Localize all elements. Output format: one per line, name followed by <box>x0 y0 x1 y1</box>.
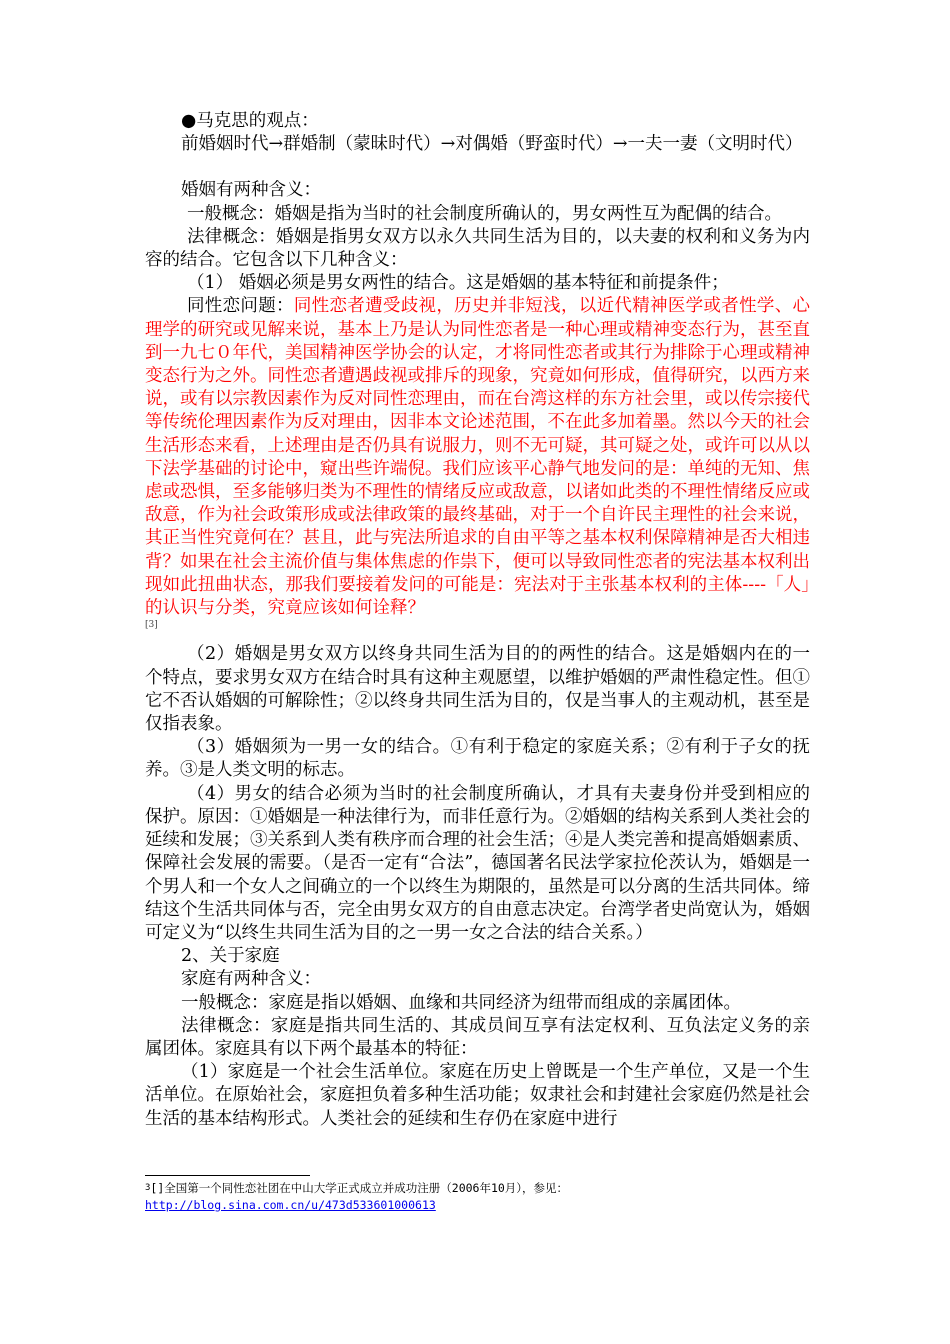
family-general-concept: 一般概念：家庭是指以婚姻、血缘和共同经济为纽带而组成的亲属团体。 <box>181 992 741 1013</box>
marx-stages: 前婚姻时代→群婚制（蒙昧时代）→对偶婚（野蛮时代）→一夫一妻（文明时代） <box>181 134 803 155</box>
marriage-legal-concept: 法律概念：婚姻是指男女双方以永久共同生活为目的，以夫妻的权利和义务为内容的结合。它包含以下几种含义： <box>145 226 810 271</box>
family-point-1: （1）家庭是一个社会生活单位。家庭在历史上曾既是一个生产单位，又是一个生活单位。在原始社会，家庭担负着多种生活功能；奴隶社会和封建社会家庭仍然是社会生活的基本结构形式。人类社会的延续和生存仍在家庭中进行 <box>145 1062 810 1129</box>
footnote <box>145 1180 810 1214</box>
document-body <box>145 110 810 1131</box>
footnote-link[interactable]: http://blog.sina.com.cn/u/473d533601000613 <box>145 1198 436 1212</box>
marx-heading: ●马克思的观点： <box>181 111 319 131</box>
footnote-reference[interactable]: [3] <box>145 620 158 631</box>
marriage-point-2: （2）婚姻是男女双方以终身共同生活为目的的两性的结合。这是婚姻内在的一个特点，要求男女双方在结合时具有这种主观愿望，以维护婚姻的严肃性稳定性。但①它不否认婚姻的可解除性；②以终身共同生活为目的，仅是当事人的主观动机，甚至是仅指表象。 <box>145 644 810 735</box>
family-legal-concept: 法律概念：家庭是指共同生活的、其成员间互享有法定权利、互负法定义务的亲属团体。家庭具有以下两个最基本的特征： <box>145 1015 810 1059</box>
footnote-text: []全国第一个同性恋社团在中山大学正式成立并成功注册（2006年10月），参见： <box>150 1181 569 1195</box>
same-sex-text: 同性恋者遭受歧视，历史并非短浅，以近代精神医学或者性学、心理学的研究或见解来说，基本上乃是认为同性恋者是一种心理或精神变态行为，甚至直到一九七０年代，美国精神医学协会的认定，才将同性恋者或其行为排除于心理或精神变态行为之外。同性恋者遭遇歧视或排斥的现象，究竟如何形成，值得研究，以西方来说，或有以宗教因素作为反对同性恋理由，而在台湾这样的东方社会里，或以传宗接代等传统伦理因素作为反对理由，因非本文论述范围，不在此多加着墨。然以今天的社会生活形态来看，上述理由是否仍具有说服力，则不无可疑，其可疑之处，或许可以从以下法学基础的讨论中，窥出些许端倪。我们应该平心静气地发问的是：单纯的无知、焦虑或恐惧，至多能够归类为不理性的情绪反应或敌意，以诸如此类的不理性情绪反应或敌意，作为社会政策形成或法律政策的最终基础，对于一个自许民主理性的社会来说，其正当性究竟何在？甚且，此与宪法所追求的自由平等之基本权利保障精神是否大相违背？如果在社会主流价值与集体焦虑的作祟下，便可以导致同性恋者的宪法基本权利出现如此扭曲状态，那我们要接着发问的可能是：宪法对于主张基本权利的主体----「人」的认识与分类，究竟应该如何诠释？ <box>145 296 811 619</box>
same-sex-paragraph <box>145 295 810 643</box>
marriage-point-3: （3）婚姻须为一男一女的结合。①有利于稳定的家庭关系；②有利于子女的抚养。③是人类文明的标志。 <box>145 737 810 781</box>
family-heading: 2、关于家庭 <box>181 946 280 967</box>
marriage-intro: 婚姻有两种含义： <box>181 180 321 201</box>
footnote-separator <box>145 1175 310 1176</box>
footnote-number: 3 <box>145 1183 151 1193</box>
family-intro: 家庭有两种含义： <box>181 969 321 990</box>
marriage-point-4: （4）男女的结合必须为当时的社会制度所确认，才具有夫妻身份并受到相应的保护。原因：①婚姻是一种法律行为，而非任意行为。②婚姻的结构关系到人类社会的延续和发展；③关系到人类有秩序而合理的社会生活；④是人类完善和提高婚姻素质、保障社会发展的需要。（是否一定有“合法”，德国著名民法学家拉伦茨认为，婚姻是一个男人和一个女人之间确立的一个以终生为期限的，虽然是可以分离的生活共同体。缔结这个生活共同体与否，完全由男女双方的自由意志决定。台湾学者史尚宽认为，婚姻可定义为“以终生共同生活为目的之一男一女之合法的结合关系。） <box>145 783 810 943</box>
paragraph-gap <box>145 156 810 179</box>
same-sex-label: 同性恋问题： <box>187 296 294 317</box>
marriage-general-concept: 一般概念：婚姻是指为当时的社会制度所确认的，男女两性互为配偶的结合。 <box>187 203 782 224</box>
marriage-point-1: （1） 婚姻必须是男女两性的结合。这是婚姻的基本特征和前提条件； <box>187 273 729 294</box>
